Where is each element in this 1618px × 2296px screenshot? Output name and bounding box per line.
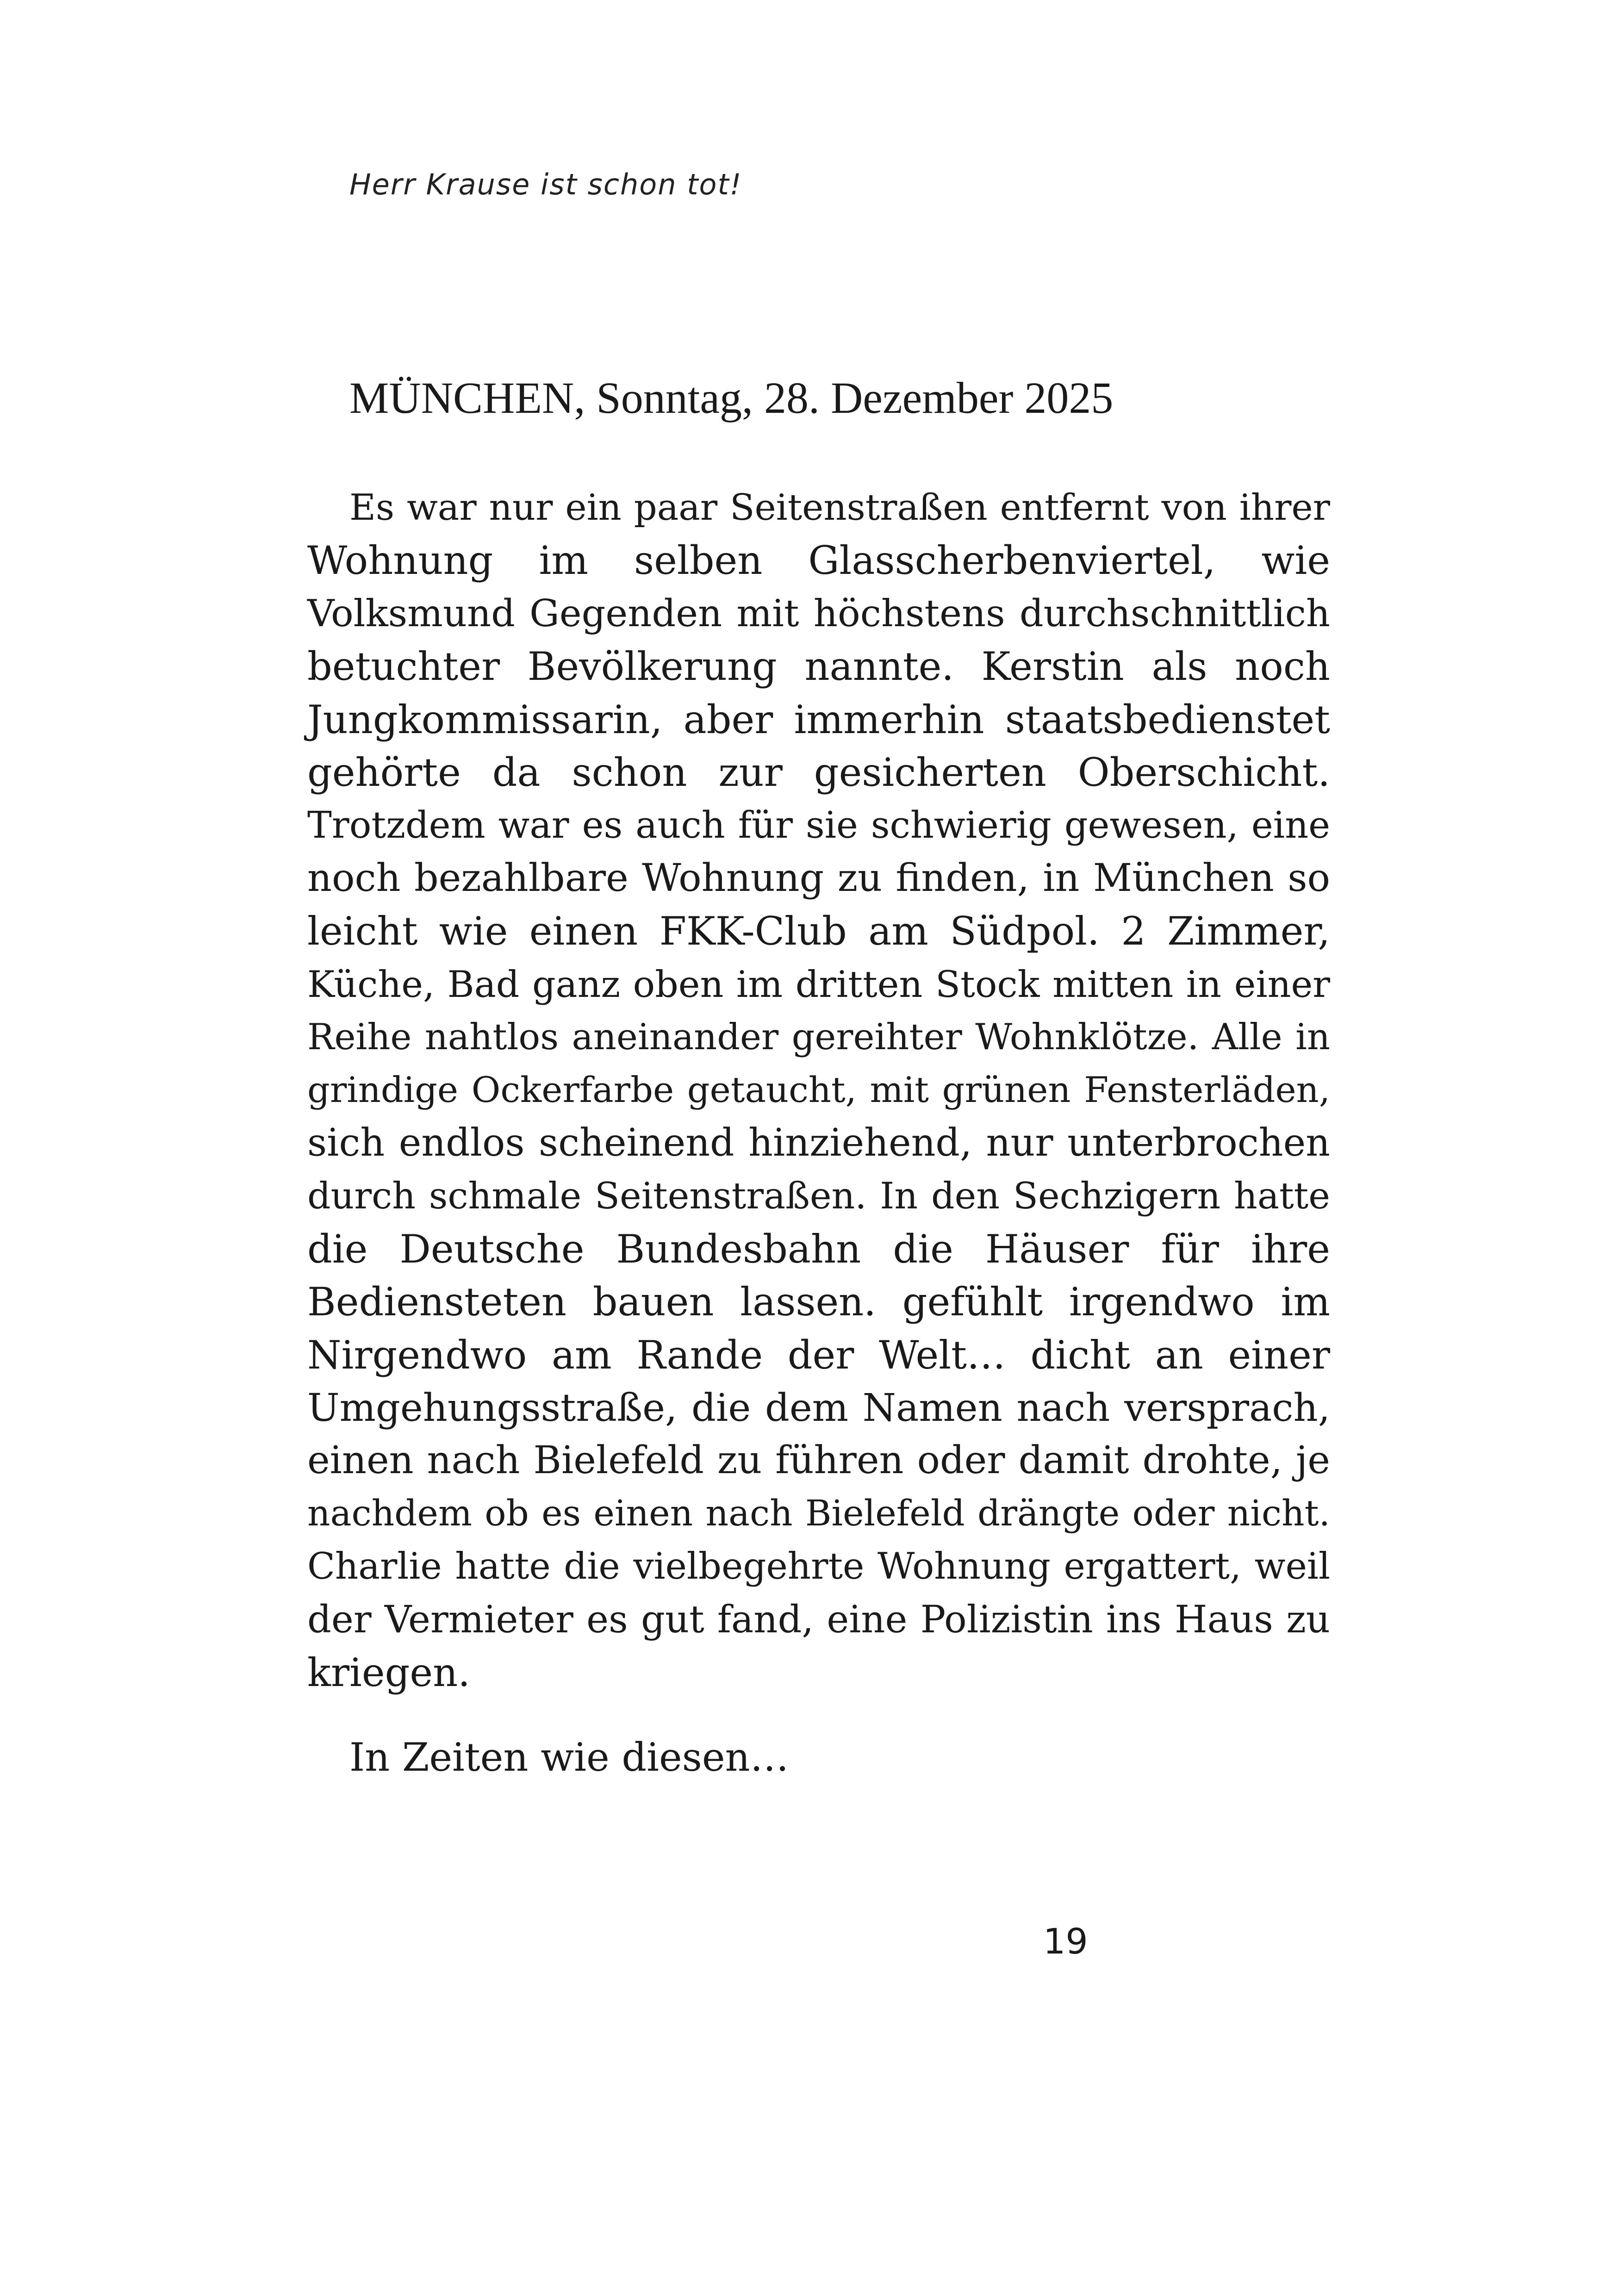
paragraph-line: die Deutsche Bundesbahn die Häuser für ihre <box>307 1226 1330 1272</box>
paragraph-line: Reihe nahtlos aneinander gereihter Wohnklötze. Alle in <box>307 1016 1330 1058</box>
running-header-title: Herr Krause ist schon tot! <box>349 168 742 201</box>
paragraph-line: gehörte da schon zur gesicherten Oberschicht. <box>307 750 1330 796</box>
paragraph-line: Umgehungsstraße, die dem Namen nach versprach, <box>307 1385 1330 1430</box>
paragraph-line: Bediensteten bauen lassen. gefühlt irgendwo im <box>307 1279 1330 1325</box>
paragraph-line: Es war nur ein paar Seitenstraßen entfernt von ihrer <box>349 486 1330 529</box>
paragraph-line: Volksmund Gegenden mit höchstens durchschnittlich <box>307 591 1330 635</box>
body-paragraph <box>307 481 1330 1699</box>
paragraph-line: noch bezahlbare Wohnung zu finden, in München so <box>307 856 1330 900</box>
paragraph-line: Charlie hatte die vielbegehrte Wohnung ergattert, weil <box>307 1545 1330 1588</box>
paragraph-line: Küche, Bad ganz oben im dritten Stock mitten in einer <box>307 963 1330 1006</box>
dateline: MÜNCHEN, Sonntag, 28. Dezember 2025 <box>349 373 1114 423</box>
paragraph-line: der Vermieter es gut fand, eine Polizistin ins Haus zu <box>307 1598 1330 1642</box>
paragraph-line: nachdem ob es einen nach Bielefeld drängte oder nicht. <box>307 1493 1330 1534</box>
paragraph-line: durch schmale Seitenstraßen. In den Sechzigern hatte <box>307 1175 1330 1218</box>
paragraph-line: grindige Ockerfarbe getaucht, mit grünen Fensterläden, <box>307 1069 1330 1111</box>
paragraph-line: betuchter Bevölkerung nannte. Kerstin als noch <box>307 644 1330 690</box>
paragraph-line: Trotzdem war es auch für sie schwierig gewesen, eine <box>307 803 1330 847</box>
paragraph-line: einen nach Bielefeld zu führen oder damit drohte, je <box>307 1438 1330 1483</box>
paragraph-line: Jungkommissarin, aber immerhin staatsbedienstet <box>307 697 1330 742</box>
closing-line: In Zeiten wie diesen… <box>349 1735 789 1780</box>
paragraph-line: sich endlos scheinend hinziehend, nur unterbrochen <box>307 1120 1330 1165</box>
paragraph-line: leicht wie einen FKK-Club am Südpol. 2 Zimmer, <box>307 908 1330 954</box>
paragraph-line: kriegen. <box>307 1649 470 1695</box>
page-number: 19 <box>1043 1921 1088 1962</box>
paragraph-line: Nirgendwo am Rande der Welt… dicht an einer <box>307 1332 1330 1378</box>
paragraph-line: Wohnung im selben Glasscherbenviertel, wie <box>307 538 1330 584</box>
